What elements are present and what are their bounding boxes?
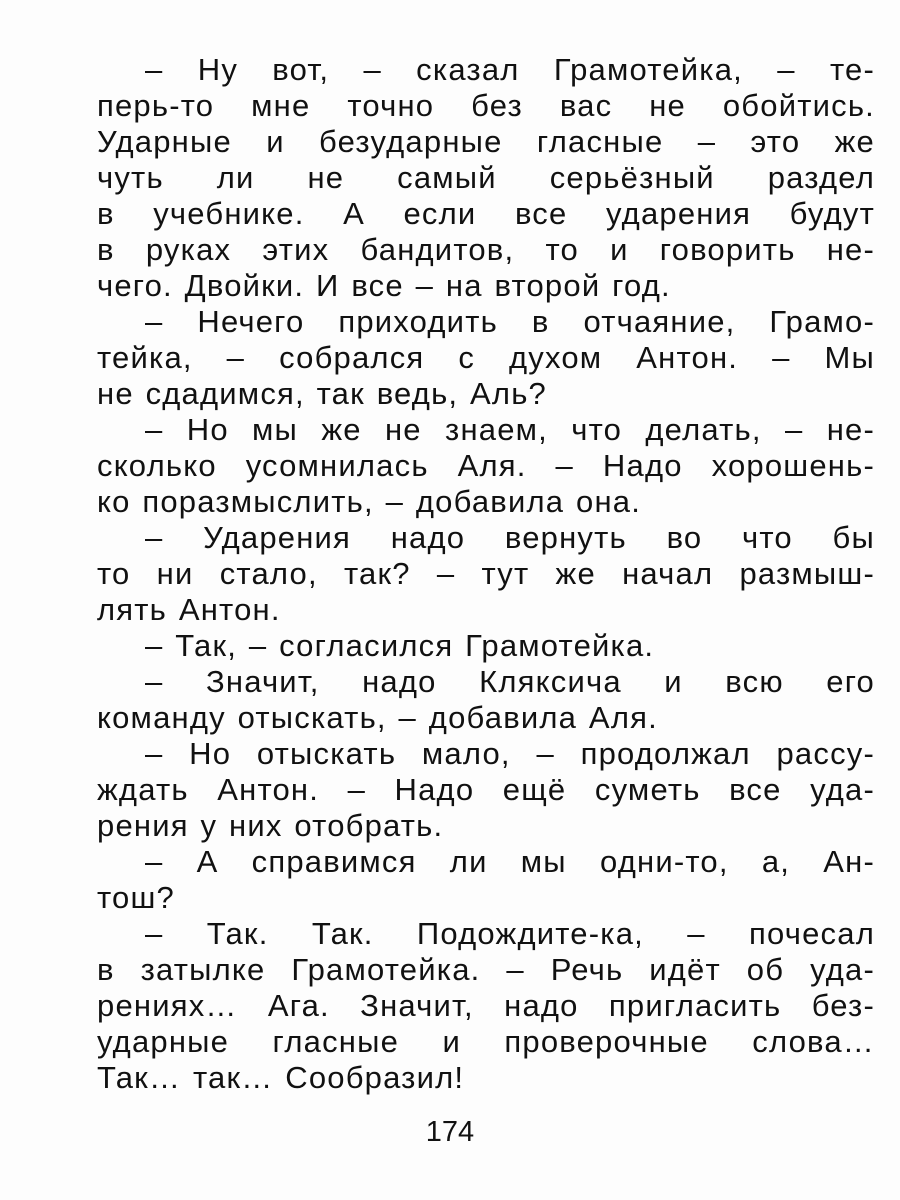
paragraph [97, 412, 875, 520]
paragraph [97, 304, 875, 412]
text-line: в затылке Грамотейка. – Речь идёт об уда- [97, 952, 875, 987]
paragraph [97, 520, 875, 628]
text-line: ждать Антон. – Надо ещё суметь все уда- [97, 772, 875, 807]
text-line: перь-то мне точно без вас не обойтись. [97, 88, 875, 123]
text-line: в учебнике. А если все ударения будут [97, 196, 875, 231]
paragraph [97, 628, 875, 664]
text-line: – Так. Так. Подождите-ка, – почесал [145, 916, 875, 951]
text-line: тейка, – собрался с духом Антон. – Мы [97, 340, 875, 375]
text-line: лять Антон. [97, 592, 281, 627]
text-line: чуть ли не самый серьёзный раздел [97, 160, 875, 195]
text-line: – А справимся ли мы одни-то, а, Ан- [145, 844, 875, 879]
text-line: Ударные и безударные гласные – это же [97, 124, 875, 159]
text-line: в руках этих бандитов, то и говорить не- [97, 232, 875, 267]
body-text [97, 52, 875, 1096]
text-line: тош? [97, 880, 176, 915]
text-line: – Ударения надо вернуть во что бы [145, 520, 875, 555]
paragraph [97, 736, 875, 844]
paragraph [97, 664, 875, 736]
text-line: – Но мы же не знаем, что делать, – не- [145, 412, 875, 447]
text-line: ко поразмыслить, – добавила она. [97, 484, 642, 519]
paragraph [97, 844, 875, 916]
text-line: не сдадимся, так ведь, Аль? [97, 376, 547, 411]
text-line: рениях… Ага. Значит, надо пригласить без- [97, 988, 875, 1023]
text-line: ударные гласные и проверочные слова… [97, 1024, 875, 1059]
text-line: команду отыскать, – добавила Аля. [97, 700, 658, 735]
text-line: рения у них отобрать. [97, 808, 444, 843]
text-line: – Ну вот, – сказал Грамотейка, – те- [145, 52, 875, 87]
text-line: – Нечего приходить в отчаяние, Грамо- [145, 304, 875, 339]
text-line: чего. Двойки. И все – на второй год. [97, 268, 671, 303]
text-line: – Но отыскать мало, – продолжал рассу- [145, 736, 875, 771]
paragraph [97, 916, 875, 1096]
text-line: сколько усомнилась Аля. – Надо хорошень- [97, 448, 875, 483]
text-line: – Значит, надо Кляксича и всю его [145, 664, 875, 699]
text-line: то ни стало, так? – тут же начал размыш- [97, 556, 875, 591]
page-number: 174 [425, 1116, 475, 1148]
text-line: – Так, – согласился Грамотейка. [145, 628, 655, 663]
paragraph [97, 52, 875, 304]
text-line: Так… так… Сообразил! [97, 1060, 465, 1095]
